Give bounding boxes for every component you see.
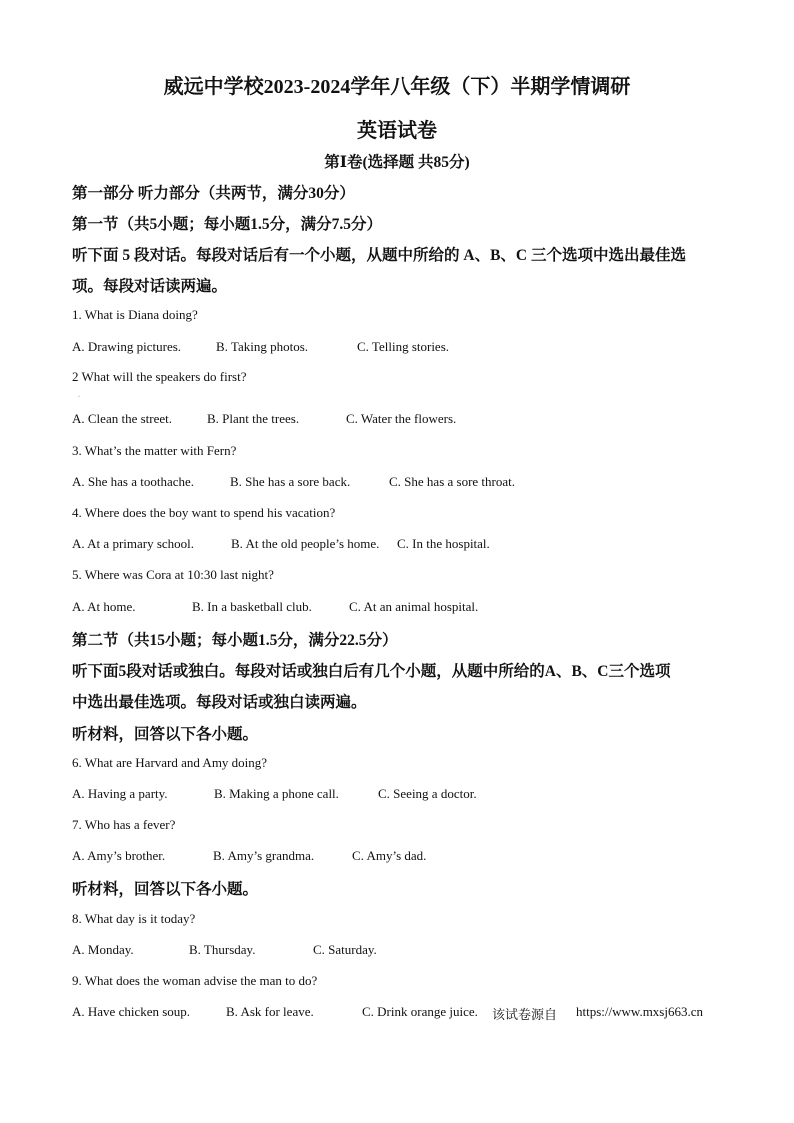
option-a: A. Monday. xyxy=(72,942,134,957)
option-c: C. Telling stories. xyxy=(357,339,450,354)
option-c: C. Saturday. xyxy=(313,942,377,957)
part1-heading: 第一部分 听力部分（共两节，满分30分） xyxy=(72,185,355,202)
section2-instruction-line2: 中选出最佳选项。每段对话或独白读两遍。 xyxy=(72,694,367,711)
question-3: 3. What’s the matter with Fern? xyxy=(72,443,237,458)
group1-label: 听材料，回答以下各小题。 xyxy=(72,726,259,743)
section1-instruction-line1: 听下面 5 段对话。每段对话后有一个小题，从题中所给的 A、B、C 三个选项中选出最佳选 xyxy=(72,247,686,264)
option-a: A. She has a toothache. xyxy=(72,474,195,489)
watermark-label: 该试卷源自 xyxy=(492,1007,558,1022)
question-1: 1. What is Diana doing? xyxy=(72,307,198,322)
option-a: A. At a primary school. xyxy=(72,536,195,551)
section2-heading: 第二节（共15小题；每小题1.5分，满分22.5分） xyxy=(72,632,398,649)
option-b: B. Thursday. xyxy=(189,942,256,957)
question-4: 4. Where does the boy want to spend his vacation? xyxy=(72,505,336,520)
option-a: A. At home. xyxy=(72,599,136,614)
section2-instruction-line1: 听下面5段对话或独白。每段对话或独白后有几个小题，从题中所给的A、B、C三个选项 xyxy=(72,663,671,680)
option-c: C. Amy’s dad. xyxy=(352,848,427,863)
question-7: 7. Who has a fever? xyxy=(72,817,176,832)
section1-heading: 第一节（共5小题；每小题1.5分，满分7.5分） xyxy=(72,216,383,233)
volume-heading: 第Ⅰ卷(选择题 共85分) xyxy=(324,154,470,171)
option-b: B. In a basketball club. xyxy=(192,599,312,614)
option-a: A. Have chicken soup. xyxy=(72,1004,191,1019)
question-5: 5. Where was Cora at 10:30 last night? xyxy=(72,567,274,582)
question-8: 8. What day is it today? xyxy=(72,911,196,926)
option-a: A. Amy’s brother. xyxy=(72,848,166,863)
group2-label: 听材料，回答以下各小题。 xyxy=(72,881,259,898)
section1-instruction-line2: 项。每段对话读两遍。 xyxy=(72,278,228,295)
option-c: C. Seeing a doctor. xyxy=(378,786,477,801)
option-c: C. In the hospital. xyxy=(397,536,490,551)
option-b: B. She has a sore back. xyxy=(230,474,351,489)
option-c: C. At an animal hospital. xyxy=(349,599,479,614)
option-b: B. Ask for leave. xyxy=(226,1004,314,1019)
question-6: 6. What are Harvard and Amy doing? xyxy=(72,755,268,770)
option-a: A. Having a party. xyxy=(72,786,168,801)
question-2: 2 What will the speakers do first? xyxy=(72,369,247,384)
option-b: B. Making a phone call. xyxy=(214,786,339,801)
option-b: B. Amy’s grandma. xyxy=(213,848,315,863)
option-b: B. At the old people’s home. xyxy=(231,536,380,551)
exam-title: 威远中学校2023-2024学年八年级（下）半期学情调研 xyxy=(163,76,631,98)
option-b: B. Taking photos. xyxy=(216,339,309,354)
option-c: C. She has a sore throat. xyxy=(389,474,516,489)
option-a: A. Drawing pictures. xyxy=(72,339,182,354)
watermark-url: https://www.mxsj663.cn xyxy=(576,1004,703,1019)
exam-subject: 英语试卷 xyxy=(357,120,437,142)
option-b: B. Plant the trees. xyxy=(207,411,300,426)
option-c: C. Water the flowers. xyxy=(346,411,457,426)
stray-mark: · xyxy=(78,394,80,400)
option-a: A. Clean the street. xyxy=(72,411,172,426)
option-c: C. Drink orange juice. xyxy=(362,1004,478,1019)
question-9: 9. What does the woman advise the man to do? xyxy=(72,973,318,988)
